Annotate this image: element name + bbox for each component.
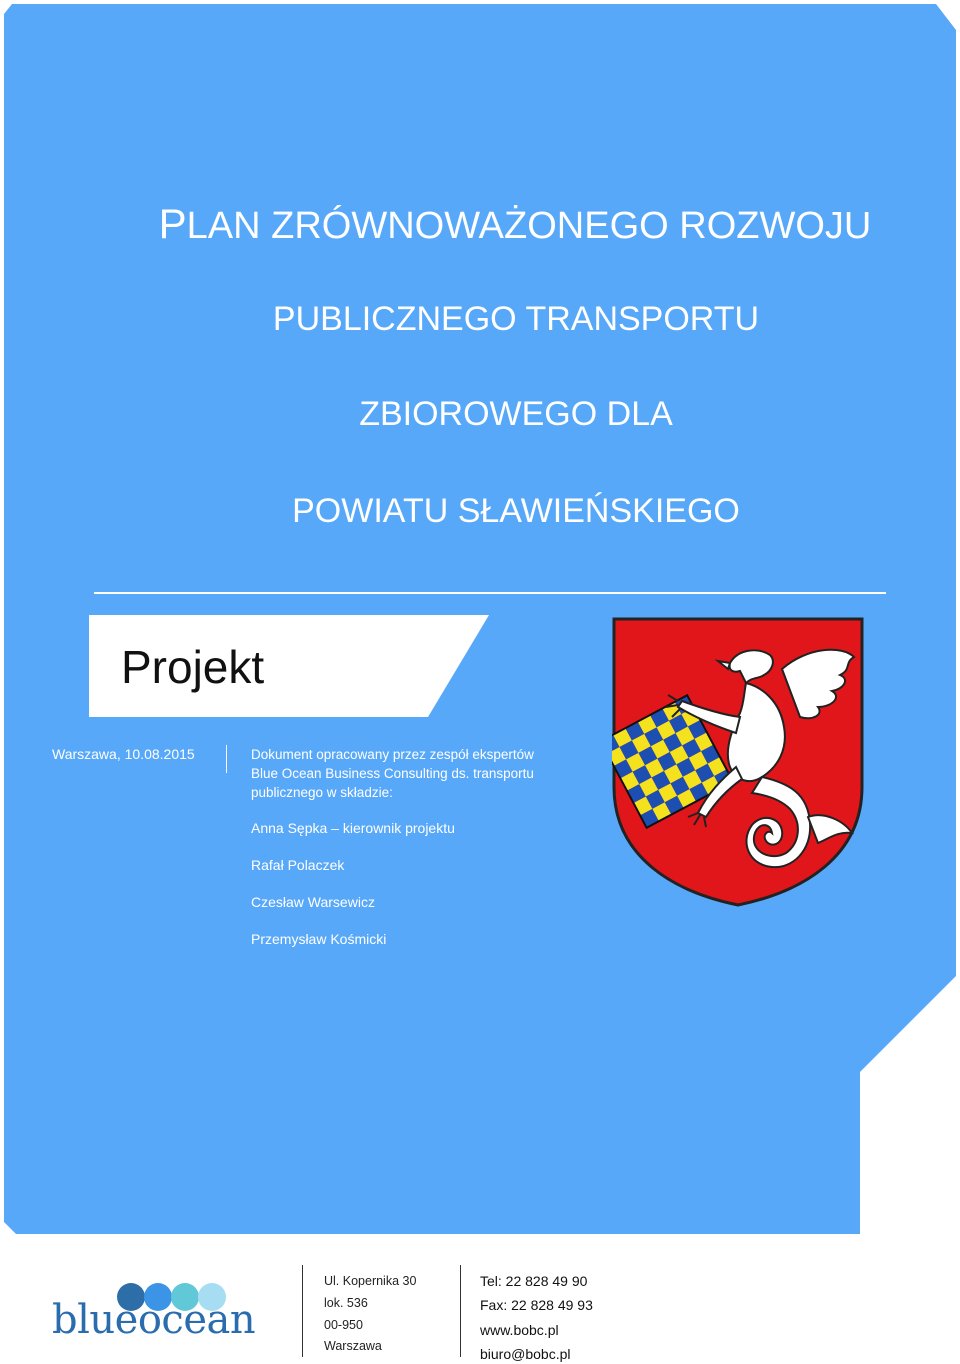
- status-label: Projekt: [121, 641, 265, 693]
- team-member: Przemysław Kośmicki: [251, 931, 387, 947]
- team-member: Czesław Warsewicz: [251, 894, 375, 910]
- address-line: 00-950: [324, 1318, 363, 1332]
- footer-divider: [302, 1265, 303, 1357]
- contact-fax: Fax: 22 828 49 93: [480, 1297, 593, 1313]
- team-description: Dokument opracowany przez zespół ekspertów Blue Ocean Business Consulting ds. transportu publicznego w składzie:: [251, 747, 534, 800]
- place-date: Warszawa, 10.08.2015: [52, 746, 195, 762]
- contact-email[interactable]: biuro@bobc.pl: [480, 1346, 571, 1362]
- logo-wordmark: blueocean: [52, 1297, 256, 1343]
- contact-phone: Tel: 22 828 49 90: [480, 1273, 588, 1289]
- team-member: Anna Sępka – kierownik projektu: [251, 820, 455, 836]
- meta-divider: [226, 745, 227, 773]
- contact-website[interactable]: www.bobc.pl: [480, 1322, 559, 1338]
- title-line-1: PLAN ZRÓWNOWAŻONEGO ROZWOJU: [158, 200, 872, 247]
- footer-divider: [460, 1265, 461, 1357]
- address-line: lok. 536: [324, 1296, 368, 1310]
- title-line-3: ZBIOROWEGO DLA: [359, 395, 673, 433]
- title-line-4: POWIATU SŁAWIEŃSKIEGO: [292, 492, 740, 530]
- title-divider: [94, 592, 886, 594]
- address-line: Warszawa: [324, 1339, 382, 1353]
- team-member: Rafał Polaczek: [251, 857, 345, 873]
- title-line-2: PUBLICZNEGO TRANSPORTU: [272, 300, 760, 338]
- coat-of-arms: [612, 617, 864, 907]
- address-line: Ul. Kopernika 30: [324, 1274, 417, 1288]
